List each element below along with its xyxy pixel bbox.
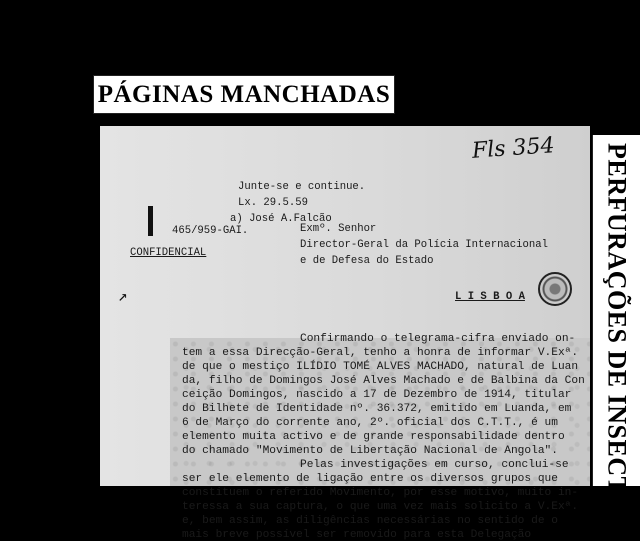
body-line: Confirmando o telegrama-cifra enviado on- (300, 333, 576, 345)
classification-label: CONFIDENCIAL (130, 247, 207, 259)
margin-arrow-mark: ↗ (118, 288, 128, 306)
addressee-salutation: Exmº. Senhor (300, 223, 377, 235)
stained-pages-label-text: PÁGINAS MANCHADAS (97, 80, 391, 108)
addressee-city: L I S B O A (455, 291, 525, 303)
margin-note-line-3: a) José A.Falcão (230, 213, 332, 225)
stained-pages-label (93, 75, 395, 114)
body-line: elemento muita activo e de grande responsabilidade dentro (182, 431, 565, 443)
official-stamp (538, 272, 572, 306)
insect-perforations-label-text: PERFURAÇÕES DE INSECTOS (602, 143, 632, 530)
margin-note-line-2: Lx. 29.5.59 (238, 197, 308, 209)
body-line: ceição Domingos, nascido a 17 de Dezembro de 1914, titular (182, 389, 572, 401)
folio-number: Fls 354 (471, 133, 556, 164)
document-page (100, 126, 590, 541)
body-line: mais breve possível ser removido para esta Delegação (182, 529, 532, 541)
reference-number: 465/959-GAI. (172, 225, 249, 237)
margin-mark (148, 206, 153, 236)
body-line: do chamado "Movimento de Libertação Nacional de Angola". (182, 445, 558, 457)
body-line: 6 de Março do corrente ano, 2º. oficial dos C.T.T., é um (182, 417, 558, 429)
body-line: de que o mestiço ILÍDIO TOMÉ ALVES MACHADO, natural de Luan (182, 361, 579, 373)
insect-perforations-label (592, 135, 640, 530)
body-line: constituem o referido Movimento, por esse motivo, muito in- (182, 487, 579, 499)
body-line: tem a essa Direcção-Geral, tenho a honra de informar V.Exª. (182, 347, 579, 359)
body-line: da, filho de Domingos José Alves Machado e de Balbina da Con (182, 375, 585, 387)
margin-note-line-1: Junte-se e continue. (238, 181, 366, 193)
body-line: do Bilhete de Identidade nº. 36.372, emitido em Luanda, em (182, 403, 572, 415)
body-line: Pelas investigações em curso, conclui-se (300, 459, 569, 471)
addressee-title-2: e de Defesa do Estado (300, 255, 434, 267)
body-line: teressa a sua captura, o que uma vez mais solicito a V.Exª. (182, 501, 579, 513)
body-line: e, bem assim, as diligências necessárias no sentido de o (182, 515, 558, 527)
addressee-title: Director-Geral da Polícia Internacional (300, 239, 548, 251)
body-line: ser ele elemento de ligação entre os diversos grupos que (182, 473, 558, 485)
